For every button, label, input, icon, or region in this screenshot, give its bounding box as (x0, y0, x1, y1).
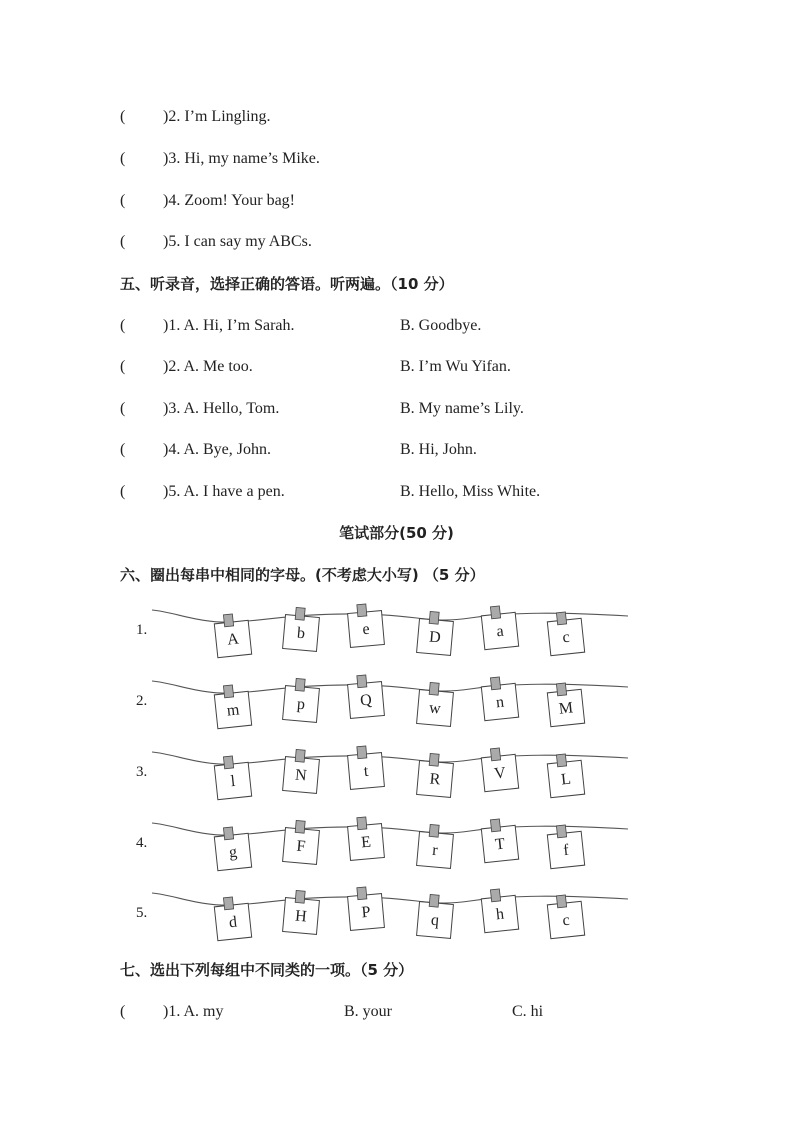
letter-card[interactable] (347, 674, 385, 719)
clothespin-icon (295, 820, 305, 833)
row-number: 5. (136, 905, 148, 921)
card-letter: p (296, 695, 306, 714)
option-a: )1. A. Hi, I’m Sarah. (163, 317, 295, 334)
clothespin-icon (490, 606, 500, 619)
letter-card[interactable] (283, 607, 321, 652)
answer-paren[interactable]: ( (120, 192, 126, 209)
option-a: )1. A. my (163, 1003, 224, 1020)
clothespin-icon (223, 756, 233, 769)
card-letter: c (561, 911, 571, 930)
card-letter: m (225, 701, 241, 720)
card-letter: H (294, 907, 308, 926)
answer-paren[interactable]: ( (120, 317, 126, 334)
clothespin-icon (490, 889, 500, 902)
option-a: )5. A. I have a pen. (163, 483, 285, 500)
card-letter: D (428, 628, 442, 647)
letter-card[interactable] (213, 612, 251, 657)
letter-string-row (152, 674, 628, 729)
option-b: B. Hi, John. (400, 441, 477, 458)
clothespin-icon (357, 817, 367, 830)
clothespin-icon (556, 895, 566, 908)
letter-card[interactable] (480, 675, 518, 720)
card-letter: R (428, 770, 442, 789)
item-text: )3. Hi, my name’s Mike. (163, 150, 320, 167)
option-b: B. your (344, 1003, 392, 1020)
item-text: )2. I’m Lingling. (163, 108, 271, 125)
row-number: 1. (136, 622, 148, 638)
letter-card[interactable] (347, 603, 385, 648)
clothespin-icon (357, 887, 367, 900)
option-b: B. Goodbye. (400, 317, 482, 334)
written-part-heading: 笔试部分(50 分) (339, 524, 454, 542)
clothespin-icon (223, 685, 233, 698)
option-a: )4. A. Bye, John. (163, 441, 271, 458)
card-letter: P (360, 903, 372, 922)
section6-heading: 六、圈出每串中相同的字母。(不考虑大小写) （5 分） (120, 566, 485, 584)
clothespin-icon (429, 611, 439, 624)
card-letter: w (428, 699, 442, 718)
card-letter: E (360, 833, 372, 852)
card-letter: A (226, 630, 240, 649)
letter-card[interactable] (480, 887, 518, 932)
letter-card[interactable] (546, 752, 584, 797)
card-letter: F (295, 837, 307, 856)
card-letter: r (431, 841, 439, 860)
letter-string-row (152, 816, 628, 871)
clothespin-icon (357, 604, 367, 617)
clothespin-icon (223, 897, 233, 910)
letter-card[interactable] (417, 682, 455, 727)
clothespin-icon (295, 890, 305, 903)
answer-paren[interactable]: ( (120, 400, 126, 417)
answer-paren[interactable]: ( (120, 483, 126, 500)
letter-card[interactable] (213, 683, 251, 728)
answer-paren[interactable]: ( (120, 358, 126, 375)
clothespin-icon (223, 614, 233, 627)
clothespin-icon (357, 675, 367, 688)
letter-card[interactable] (480, 604, 518, 649)
option-a: )2. A. Me too. (163, 358, 253, 375)
letter-card[interactable] (283, 749, 321, 794)
card-letter: g (228, 843, 238, 862)
card-letter: N (294, 766, 308, 785)
card-letter: e (361, 620, 371, 639)
clothespin-icon (429, 753, 439, 766)
letter-card[interactable] (347, 816, 385, 861)
clothespin-icon (490, 677, 500, 690)
card-letter: a (495, 622, 505, 641)
clothespin-icon (490, 748, 500, 761)
option-c: C. hi (512, 1003, 544, 1020)
clothespin-icon (556, 612, 566, 625)
answer-paren[interactable]: ( (120, 233, 126, 250)
letter-card[interactable] (283, 820, 321, 865)
clothespin-icon (295, 749, 305, 762)
option-b: B. I’m Wu Yifan. (400, 358, 511, 375)
letter-card[interactable] (417, 611, 455, 656)
clothespin-icon (429, 824, 439, 837)
card-letter: M (558, 699, 575, 718)
clothespin-icon (556, 825, 566, 838)
letter-card[interactable] (283, 890, 321, 935)
letter-card[interactable] (213, 825, 251, 870)
letter-card[interactable] (213, 754, 251, 799)
letter-card[interactable] (546, 681, 584, 726)
option-b: B. My name’s Lily. (400, 400, 524, 417)
card-letter: b (296, 624, 306, 643)
letter-card[interactable] (480, 746, 518, 791)
clothespin-icon (295, 678, 305, 691)
clothespin-icon (556, 754, 566, 767)
answer-paren[interactable]: ( (120, 1003, 126, 1020)
option-b: B. Hello, Miss White. (400, 483, 541, 500)
card-letter: T (494, 835, 506, 854)
option-a: )3. A. Hello, Tom. (163, 400, 280, 417)
letter-card[interactable] (347, 745, 385, 790)
row-number: 4. (136, 835, 148, 851)
letter-card[interactable] (480, 817, 518, 862)
card-letter: q (430, 911, 440, 930)
card-letter: f (562, 841, 570, 860)
clothespin-icon (223, 827, 233, 840)
section5-heading: 五、听录音，选择正确的答语。听两遍。（10 分） (120, 275, 454, 293)
item-text: )5. I can say my ABCs. (163, 233, 312, 250)
letter-card[interactable] (546, 823, 584, 868)
letter-card[interactable] (417, 824, 455, 869)
card-letter: l (229, 772, 237, 791)
section7-heading: 七、选出下列每组中不同类的一项。（5 分） (120, 961, 414, 979)
letter-card[interactable] (417, 753, 455, 798)
clothespin-icon (429, 682, 439, 695)
item-text: )4. Zoom! Your bag! (163, 192, 295, 209)
card-letter: d (228, 913, 238, 932)
letter-card[interactable] (546, 893, 584, 938)
card-letter: Q (359, 691, 373, 710)
clothespin-icon (357, 746, 367, 759)
letter-string-row (152, 603, 628, 658)
card-letter: V (493, 764, 507, 783)
letter-card[interactable] (417, 894, 455, 939)
letter-card[interactable] (283, 678, 321, 723)
letter-card[interactable] (213, 895, 251, 940)
clothespin-icon (429, 894, 439, 907)
letter-string-row (152, 886, 628, 941)
clothespin-icon (490, 819, 500, 832)
card-letter: L (560, 770, 572, 789)
card-letter: t (363, 762, 370, 781)
letter-string-row (152, 745, 628, 800)
clothespin-icon (556, 683, 566, 696)
answer-paren[interactable]: ( (120, 150, 126, 167)
clothespin-icon (295, 607, 305, 620)
row-number: 3. (136, 764, 148, 780)
answer-paren[interactable]: ( (120, 108, 126, 125)
row-number: 2. (136, 693, 148, 709)
card-letter: h (495, 905, 505, 924)
letter-card[interactable] (347, 886, 385, 931)
letter-card[interactable] (546, 610, 584, 655)
card-letter: n (495, 693, 505, 712)
answer-paren[interactable]: ( (120, 441, 126, 458)
card-letter: c (561, 628, 571, 647)
